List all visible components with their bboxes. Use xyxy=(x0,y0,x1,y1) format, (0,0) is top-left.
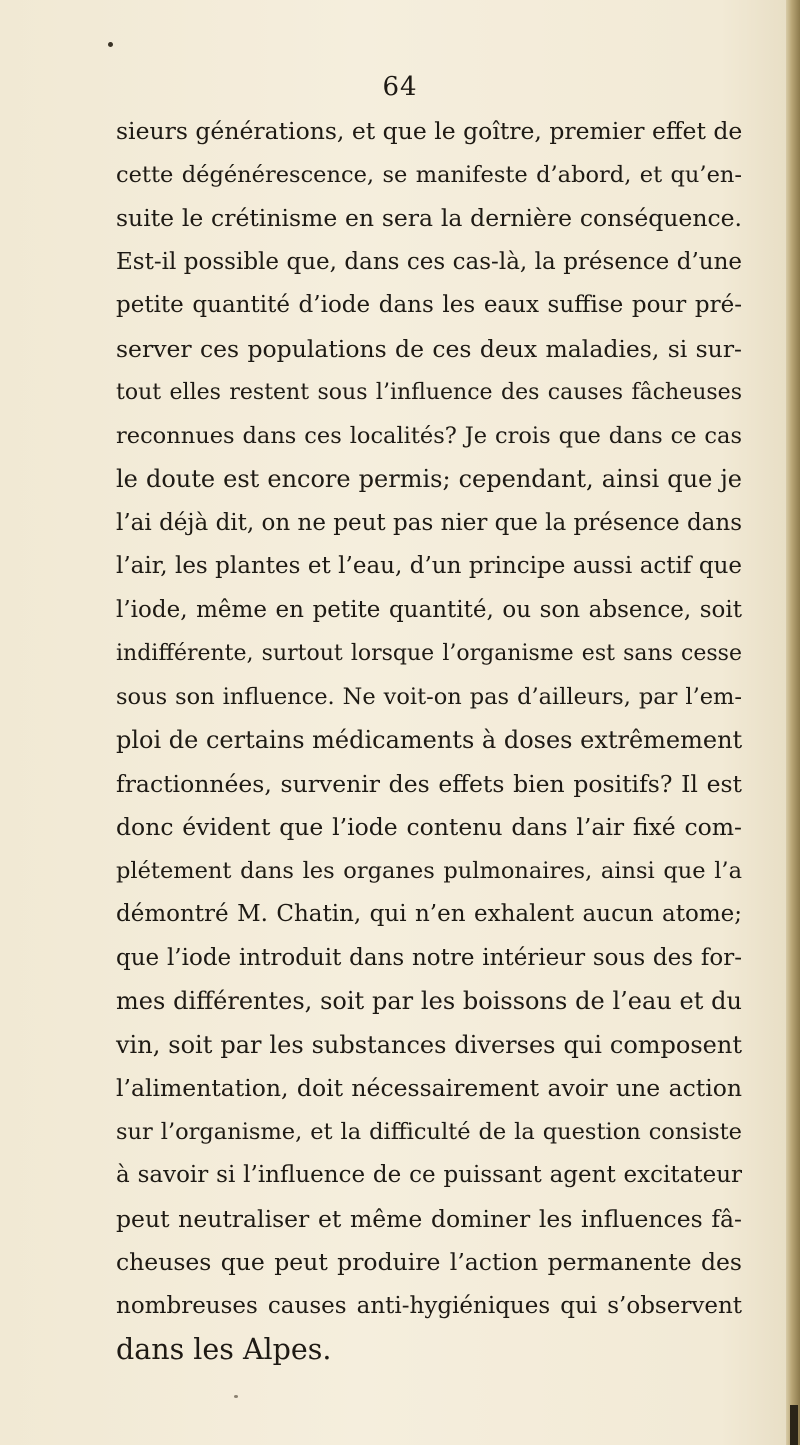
text-line: Est-il possible que, dans ces cas-là, la présence d’une xyxy=(116,248,742,275)
text-line: server ces populations de ces deux maladies, si sur- xyxy=(116,334,742,363)
text-line: que l’iode introduit dans notre intérieur sous des for- xyxy=(116,944,742,971)
text-line: sous son influence. Ne voit-on pas d’ailleurs, par l’em- xyxy=(116,683,742,710)
text-line: l’air, les plantes et l’eau, d’un principe aussi actif que xyxy=(116,553,742,579)
text-line: cette dégénérescence, se manifeste d’abord, et qu’en- xyxy=(116,161,742,188)
text-line: l’iode, même en petite quantité, ou son absence, soit xyxy=(116,596,742,623)
text-line: vin, soit par les substances diverses qui composent xyxy=(116,1030,742,1059)
text-line: l’alimentation, doit nécessairement avoir une action xyxy=(116,1074,742,1102)
text-line: ploi de certains médicaments à doses extrêmement xyxy=(116,726,743,754)
text-line: petite quantité d’iode dans les eaux suffise pour pré- xyxy=(116,292,742,318)
text-line: sieurs générations, et que le goître, premier effet de xyxy=(116,117,743,145)
text-line: à savoir si l’influence de ce puissant agent excitateur xyxy=(116,1162,742,1188)
ink-speck xyxy=(108,42,113,47)
text-line: sur l’organisme, et la difficulté de la question consiste xyxy=(116,1118,742,1145)
text-line: mes différentes, soit par les boissons de l’eau et du xyxy=(116,987,742,1015)
text-line: suite le crétinisme en sera la dernière conséquence. xyxy=(116,204,742,232)
text-line: peut neutraliser et même dominer les influences fâ- xyxy=(116,1204,742,1233)
text-line: le doute est encore permis; cependant, ainsi que je xyxy=(116,465,742,493)
page-edge-shadow xyxy=(786,0,800,1445)
text-line: cheuses que peut produire l’action permanente des xyxy=(116,1248,742,1276)
text-line: tout elles restent sous l’influence des causes fâcheuses xyxy=(116,380,742,405)
text-line: l’ai déjà dit, on ne peut pas nier que la présence dans xyxy=(116,509,742,536)
text-line: reconnues dans ces localités? Je crois que dans ce cas xyxy=(116,422,742,449)
ink-speck xyxy=(234,1395,238,1398)
text-line: plétement dans les organes pulmonaires, ainsi que l’a xyxy=(116,857,742,884)
page-number: 64 xyxy=(382,72,418,102)
text-line: fractionnées, survenir des effets bien positifs? Il est xyxy=(116,769,742,798)
text-line: démontré M. Chatin, qui n’en exhalent aucun atome; xyxy=(116,901,742,927)
body-paragraph xyxy=(116,110,742,1372)
text-line: nombreuses causes anti-hygiéniques qui s’observent xyxy=(116,1292,742,1319)
binding-mark xyxy=(790,1405,798,1445)
text-line: indifférente, surtout lorsque l’organisme est sans cesse xyxy=(116,641,742,666)
text-line-last: dans les Alpes. xyxy=(116,1333,332,1366)
text-line: donc évident que l’iode contenu dans l’air fixé com- xyxy=(116,813,742,841)
